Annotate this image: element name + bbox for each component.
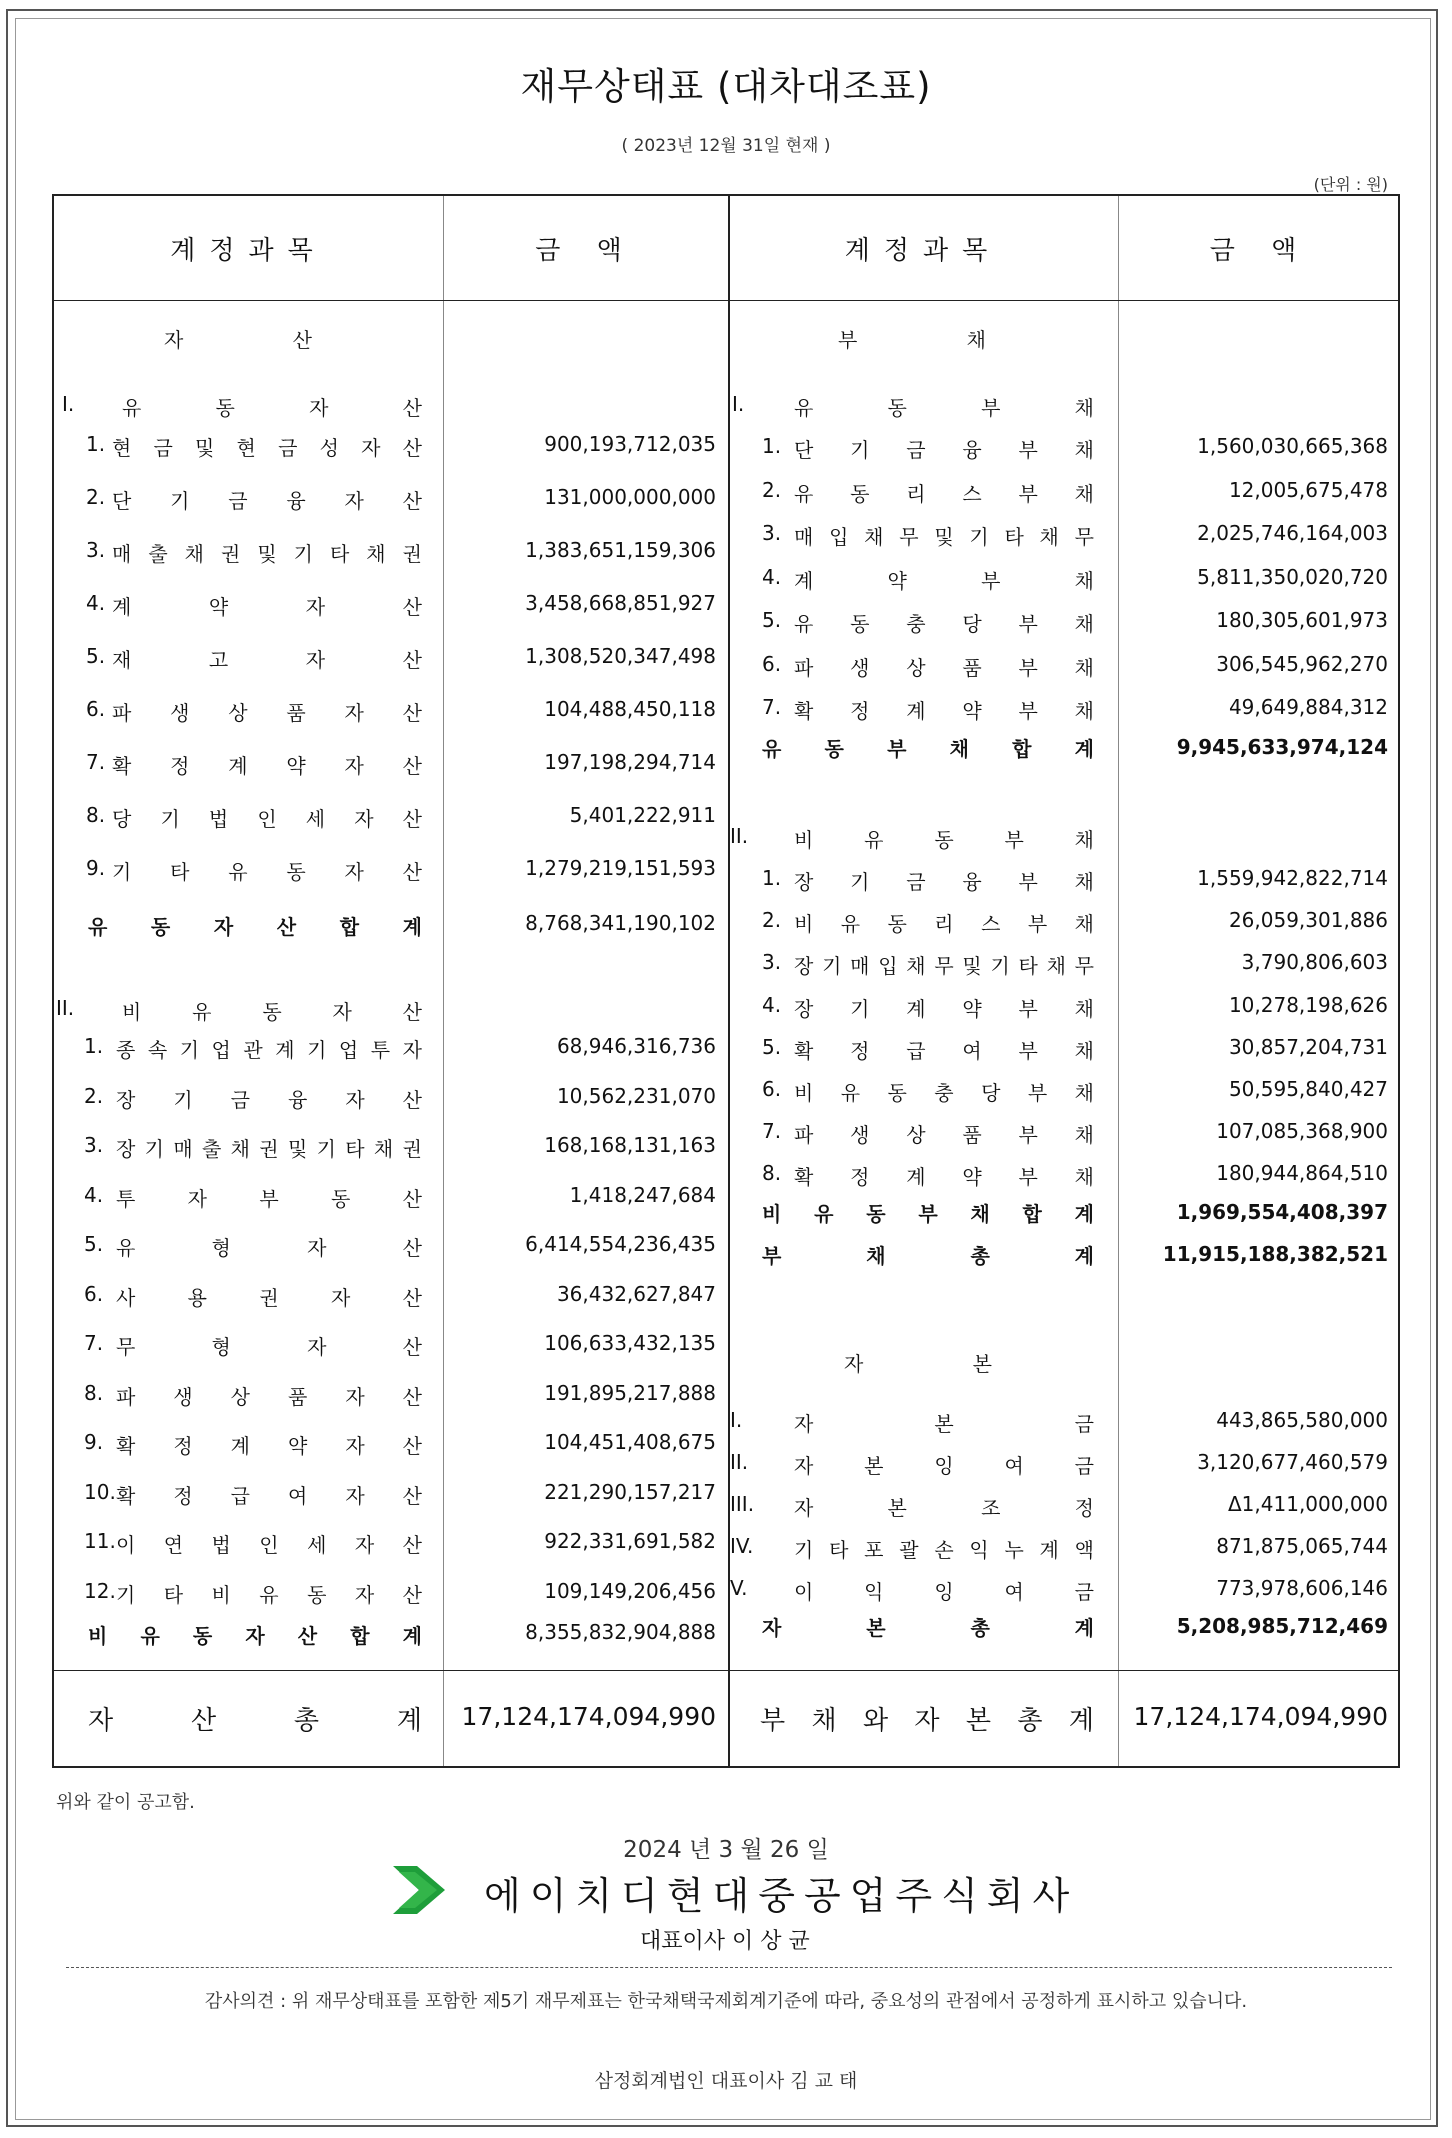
divider-amount-right <box>1118 196 1119 1766</box>
asset-item-value: 106,633,432,135 <box>544 1331 716 1355</box>
liab-item-label: 매 입 채 무 및 기 타 채 무 <box>794 525 1094 549</box>
notice-date: 2024 년 3 월 26 일 <box>623 1837 829 1863</box>
liab-item-label: 계 약 부 채 <box>794 568 1094 593</box>
equity-heading: 자 본 <box>844 1352 992 1376</box>
asset-item-label: 당 기 법 인 세 자 산 <box>112 807 422 831</box>
liab-item-value: 5,811,350,020,720 <box>1197 564 1388 589</box>
equity-item-label: 자 본 잉 여 금 <box>794 1454 1094 1478</box>
liab-current-label: 유 동 부 채 <box>794 396 1094 420</box>
asset-item-label: 기 타 유 동 자 산 <box>112 860 422 884</box>
equity-item-value: 3,120,677,460,579 <box>1197 1450 1388 1474</box>
asset-item-num: 12. <box>84 1578 116 1603</box>
asset-item-label: 확 정 계 약 자 산 <box>116 1434 422 1458</box>
liab-item-label: 확 정 계 약 부 채 <box>794 1165 1094 1190</box>
liab-total-label: 부 채 총 계 <box>762 1243 1094 1268</box>
equity-item-value: Δ1,411,000,000 <box>1228 1492 1388 1516</box>
asset-item-num: 8. <box>84 1380 104 1405</box>
asset-item-value: 168,168,131,163 <box>544 1133 716 1157</box>
asset-item-value: 36,432,627,847 <box>556 1281 716 1306</box>
liab-item-num: 7. <box>762 1119 782 1144</box>
liab-item-num: 6. <box>762 651 782 676</box>
asset-item-label: 종 속 기 업 관 계 기 업 투 자 <box>116 1038 422 1062</box>
asset-item-num: 1. <box>84 1034 104 1058</box>
divider-amount-left <box>443 196 444 1766</box>
liab-item-value: 1,560,030,665,368 <box>1197 434 1388 458</box>
asset-item-num: 7. <box>84 1331 104 1355</box>
asset-item-value: 922,331,691,582 <box>544 1529 716 1553</box>
assets-noncurrent-label: 비 유 동 자 산 <box>122 1000 422 1024</box>
public-notice: 위와 같이 공고함. <box>56 1792 195 1813</box>
asset-item-label: 기 타 비 유 동 자 산 <box>116 1582 422 1607</box>
liab-item-num: 4. <box>762 992 782 1017</box>
equity-item-num: I. <box>730 1408 743 1432</box>
asset-item-num: 6. <box>84 1281 104 1306</box>
equity-item-value: 871,875,065,744 <box>1216 1534 1388 1558</box>
liab-item-value: 50,595,840,427 <box>1228 1077 1388 1101</box>
asset-item-value: 131,000,000,000 <box>544 485 716 509</box>
asset-item-value: 3,458,668,851,927 <box>525 591 716 615</box>
asset-item-num: 5. <box>86 644 106 668</box>
liab-total: 11,915,188,382,521 <box>1162 1241 1388 1266</box>
header-amount-right: 금 액 <box>1209 235 1311 266</box>
liab-noncurrent-total: 1,969,554,408,397 <box>1176 1199 1388 1224</box>
asset-item-num: 5. <box>84 1232 104 1256</box>
liab-item-label: 비 유 동 충 당 부 채 <box>794 1081 1094 1105</box>
equity-item-label: 자 본 금 <box>794 1412 1094 1436</box>
liab-item-label: 파 생 상 품 부 채 <box>794 655 1094 680</box>
assets-current-label: 유 동 자 산 <box>122 396 422 420</box>
liab-noncurrent-label: 비 유 동 부 채 <box>794 828 1094 852</box>
asset-item-value: 6,414,554,236,435 <box>525 1232 716 1256</box>
asset-item-value: 1,383,651,159,306 <box>525 538 716 562</box>
company-logo-icon <box>393 1866 445 1914</box>
asset-item-value: 900,193,712,035 <box>544 432 716 456</box>
liab-item-num: 1. <box>762 866 782 890</box>
asset-item-num: 10. <box>84 1479 116 1504</box>
liab-item-label: 비 유 동 리 스 부 채 <box>794 912 1094 937</box>
liab-item-label: 장 기 계 약 부 채 <box>794 996 1094 1021</box>
asset-item-label: 현 금 및 현 금 성 자 산 <box>112 436 422 460</box>
asset-item-value: 104,451,408,675 <box>544 1430 716 1454</box>
assets-current-num: I. <box>62 392 75 416</box>
asset-item-value: 68,946,316,736 <box>556 1034 716 1058</box>
page-title: 재무상태표 (대차대조표) <box>520 65 932 108</box>
asset-item-value: 221,290,157,217 <box>544 1479 716 1504</box>
liab-item-num: 5. <box>762 1034 782 1059</box>
asset-item-label: 재 고 자 산 <box>112 648 422 672</box>
header-rule <box>54 300 1398 301</box>
liab-item-label: 확 정 계 약 부 채 <box>794 699 1094 723</box>
liab-item-label: 단 기 금 융 부 채 <box>794 438 1094 462</box>
liab-item-value: 2,025,746,164,003 <box>1197 521 1388 545</box>
asset-item-value: 10,562,231,070 <box>556 1083 716 1108</box>
asset-item-num: 9. <box>84 1430 104 1454</box>
liab-current-num: I. <box>732 392 745 416</box>
liab-item-num: 1. <box>762 434 782 458</box>
liab-item-label: 유 동 충 당 부 채 <box>794 612 1094 636</box>
asset-item-value: 1,308,520,347,498 <box>525 644 716 668</box>
asset-item-value: 5,401,222,911 <box>569 803 716 827</box>
divider-center <box>728 196 730 1766</box>
equity-total-label: 자 본 총 계 <box>762 1616 1094 1640</box>
liab-item-num: 3. <box>762 521 782 545</box>
assets-heading: 자 산 <box>164 328 312 352</box>
asset-item-label: 확 정 계 약 자 산 <box>112 754 422 778</box>
assets-current-total: 8,768,341,190,102 <box>525 911 716 935</box>
auditor-name: 삼정회계법인 대표이사 김 교 태 <box>594 2070 858 2092</box>
equity-item-label: 자 본 조 정 <box>794 1496 1094 1520</box>
liab-item-value: 26,059,301,886 <box>1228 908 1388 933</box>
asset-item-label: 장 기 금 융 자 산 <box>116 1087 422 1112</box>
liab-item-label: 파 생 상 품 부 채 <box>794 1123 1094 1148</box>
unit-label: (단위 : 원) <box>1313 175 1388 194</box>
liab-current-total: 9,945,633,974,124 <box>1176 734 1388 759</box>
liab-item-value: 10,278,198,626 <box>1228 992 1388 1017</box>
asset-item-label: 계 약 자 산 <box>112 595 422 619</box>
asset-item-label: 무 형 자 산 <box>116 1335 422 1359</box>
liab-item-num: 5. <box>762 608 782 632</box>
liabilities-heading: 부 채 <box>838 328 986 352</box>
header-amount-left: 금 액 <box>535 235 636 266</box>
liab-item-value: 49,649,884,312 <box>1228 695 1388 719</box>
liab-item-label: 장 기 금 융 부 채 <box>794 870 1094 894</box>
asset-item-label: 유 형 자 산 <box>116 1236 422 1260</box>
liab-item-value: 3,790,806,603 <box>1241 950 1388 975</box>
liab-equity-grand-total: 17,124,174,094,990 <box>1133 1702 1388 1731</box>
assets-current-total-label: 유 동 자 산 합 계 <box>88 915 422 939</box>
asset-item-num: 9. <box>86 856 106 880</box>
liab-item-value: 1,559,942,822,714 <box>1197 866 1388 890</box>
liab-noncurrent-num: II. <box>730 824 749 848</box>
liab-item-value: 12,005,675,478 <box>1228 477 1388 502</box>
asset-item-label: 이 연 법 인 세 자 산 <box>116 1533 422 1557</box>
asset-item-value: 1,279,219,151,593 <box>525 856 716 880</box>
liab-item-label: 확 정 급 여 부 채 <box>794 1038 1094 1063</box>
asset-item-label: 매 출 채 권 및 기 타 채 권 <box>112 542 422 566</box>
liab-item-value: 107,085,368,900 <box>1216 1119 1388 1144</box>
liab-item-num: 2. <box>762 477 782 502</box>
asset-item-num: 11. <box>84 1529 116 1553</box>
header-account-left: 계정과목 <box>170 235 327 266</box>
equity-item-label: 기 타 포 괄 손 익 누 계 액 <box>794 1538 1094 1562</box>
asset-item-num: 8. <box>86 803 106 827</box>
equity-total: 5,208,985,712,469 <box>1176 1614 1388 1638</box>
asset-item-value: 1,418,247,684 <box>569 1182 716 1207</box>
asset-item-label: 사 용 권 자 산 <box>116 1285 422 1310</box>
liab-item-num: 7. <box>762 695 782 719</box>
assets-noncurrent-total-label: 비 유 동 자 산 합 계 <box>88 1624 422 1648</box>
liab-item-value: 180,305,601,973 <box>1216 608 1388 632</box>
asset-item-value: 109,149,206,456 <box>544 1578 716 1603</box>
audit-opinion: 감사의견 : 위 재무상태표를 포함한 제5기 재무제표는 한국채택국제회계기준에 따라, 중요성의 관점에서 공정하게 표시하고 있습니다. <box>204 1991 1248 2012</box>
assets-grand-total: 17,124,174,094,990 <box>461 1702 716 1731</box>
assets-noncurrent-num: II. <box>56 996 75 1020</box>
asset-item-num: 4. <box>86 591 106 615</box>
liab-item-value: 180,944,864,510 <box>1216 1161 1388 1186</box>
asset-item-label: 장 기 매 출 채 권 및 기 타 채 권 <box>116 1137 422 1161</box>
equity-item-num: III. <box>730 1492 755 1516</box>
asset-item-num: 3. <box>86 538 106 562</box>
asset-item-label: 확 정 급 여 자 산 <box>116 1483 422 1508</box>
asset-item-num: 7. <box>86 750 106 774</box>
asset-item-num: 4. <box>84 1182 104 1207</box>
liab-item-num: 8. <box>762 1161 782 1186</box>
asset-item-value: 104,488,450,118 <box>544 697 716 721</box>
report-date: ( 2023년 12월 31일 현재 ) <box>621 136 831 156</box>
liab-item-num: 6. <box>762 1077 782 1101</box>
equity-item-label: 이 익 잉 여 금 <box>794 1580 1094 1604</box>
dashed-separator <box>66 1967 1392 1968</box>
company-name: 에이치디현대중공업주식회사 <box>484 1874 1079 1918</box>
balance-sheet-table <box>52 194 1400 1768</box>
asset-item-label: 투 자 부 동 산 <box>116 1186 422 1211</box>
equity-item-value: 443,865,580,000 <box>1216 1408 1388 1432</box>
liab-item-num: 2. <box>762 908 782 933</box>
liab-item-label: 장 기 매 입 채 무 및 기 타 채 무 <box>794 954 1094 979</box>
equity-item-num: II. <box>730 1450 749 1474</box>
asset-item-label: 파 생 상 품 자 산 <box>112 701 422 725</box>
asset-item-num: 6. <box>86 697 106 721</box>
equity-item-num: V. <box>730 1576 748 1600</box>
liab-noncurrent-total-label: 비 유 동 부 채 합 계 <box>762 1201 1094 1226</box>
liab-item-value: 306,545,962,270 <box>1216 651 1388 676</box>
ceo-name: 대표이사 이 상 균 <box>640 1929 810 1954</box>
asset-item-label: 단 기 금 융 자 산 <box>112 489 422 513</box>
asset-item-label: 파 생 상 품 자 산 <box>116 1384 422 1409</box>
assets-grand-total-label: 자 산 총 계 <box>88 1706 422 1736</box>
asset-item-num: 2. <box>84 1083 104 1108</box>
asset-item-num: 2. <box>86 485 106 509</box>
liab-current-total-label: 유 동 부 채 합 계 <box>762 736 1094 761</box>
liab-item-num: 4. <box>762 564 782 589</box>
asset-item-num: 1. <box>86 432 106 456</box>
asset-item-num: 3. <box>84 1133 104 1157</box>
equity-item-num: IV. <box>730 1534 754 1558</box>
asset-item-value: 191,895,217,888 <box>544 1380 716 1405</box>
liab-item-num: 3. <box>762 950 782 975</box>
grand-total-rule <box>54 1670 1398 1671</box>
asset-item-value: 197,198,294,714 <box>544 750 716 774</box>
assets-noncurrent-total: 8,355,832,904,888 <box>525 1620 716 1644</box>
liab-item-label: 유 동 리 스 부 채 <box>794 481 1094 506</box>
header-account-right: 계정과목 <box>844 235 1002 266</box>
liab-equity-grand-total-label: 부 채 와 자 본 총 계 <box>760 1706 1094 1736</box>
liab-item-value: 30,857,204,731 <box>1228 1034 1388 1059</box>
equity-item-value: 773,978,606,146 <box>1216 1576 1388 1600</box>
